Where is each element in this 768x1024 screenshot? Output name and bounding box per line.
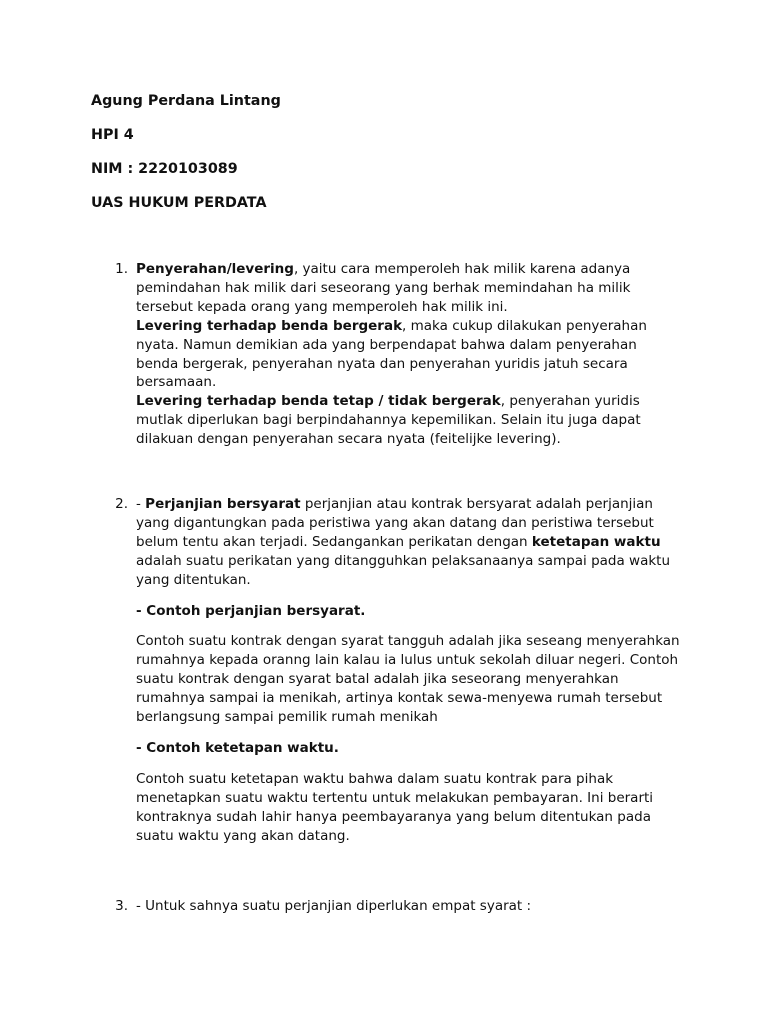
subheading (136, 602, 681, 621)
paragraph-text: adalah suatu perikatan yang ditangguhkan pelaksanaanya sampai pada waktu yang ditentukan. (136, 552, 671, 588)
paragraph (136, 260, 681, 317)
paragraph-text: , maka cukup dilakukan penyerahan nyata. Namun demikian ada yang berpendapat bahwa dalam penyerahan benda bergerak, penyerahan nyata dan penyerahan yuridis jatuh secara bersamaan. (136, 317, 647, 391)
list-number: 3. (115, 898, 128, 914)
paragraph: Contoh suatu kontrak dengan syarat tangguh adalah jika seseang menyerahkan rumahnya kepada oranng lain kalau ia lulus untuk sekolah diluar negeri. Contoh suatu kontrak dengan syarat batal adalah jika seseorang menyerahkan rumahnya sampai ia menikah, artinya kontak sewa-menyewa rumah tersebut berlangsung sampai pemilik rumah menikah (136, 633, 680, 726)
paragraph: - Untuk sahnya suatu perjanjian diperlukan empat syarat : (136, 898, 532, 914)
paragraph-text: , penyerahan yuridis mutlak diperlukan bagi berpindahannya kepemilikan. Selain itu juga dapat dilakuan dengan penyerahan secara nyata (feitelijke levering). (136, 393, 641, 448)
list-item-body (136, 260, 681, 449)
paragraph-text: , yaitu cara memperoleh hak milik karena adanya pemindahan hak milik dari seseorang yang berhak memindahan ha milik tersebut kepada orang yang memperoleh hak milik ini. (136, 261, 631, 315)
author-name: Agung Perdana Lintang (91, 93, 281, 109)
list-item-body (136, 495, 681, 846)
list-number: 1. (115, 261, 128, 277)
paragraph-text: perjanjian atau kontrak bersyarat adalah perjanjian yang digantungkan pada peristiwa yang akan datang dan peristiwa tersebut belum tentu akan terjadi. Sedangankan perikatan dengan (136, 496, 654, 550)
subheading (136, 739, 681, 758)
term-bold: Penyerahan/levering (136, 261, 294, 277)
student-id: NIM : 2220103089 (91, 161, 238, 177)
term-bold: Perjanjian bersyarat (145, 496, 301, 512)
class-label: HPI 4 (91, 127, 134, 143)
dash-prefix: - (136, 496, 146, 512)
list-item-body (136, 897, 681, 916)
exam-title: UAS HUKUM PERDATA (91, 195, 267, 211)
term-bold: ketetapan waktu (531, 533, 661, 550)
term-bold: Levering terhadap benda tetap / tidak bergerak (136, 393, 501, 410)
subheading-text: - Contoh ketetapan waktu. (136, 739, 339, 756)
paragraph (136, 317, 681, 393)
list-number: 2. (115, 496, 128, 512)
paragraph (136, 495, 681, 590)
subheading-text: - Contoh perjanjian bersyarat. (136, 602, 366, 619)
paragraph: Contoh suatu ketetapan waktu bahwa dalam suatu kontrak para pihak menetapkan suatu waktu tertentu untuk melakukan pembayaran. Ini berarti kontraknya sudah lahir hanya peembayaranya yang belum ditentukan pada suatu waktu yang akan datang. (136, 770, 654, 844)
term-bold: Levering terhadap benda bergerak (136, 317, 403, 334)
paragraph (136, 392, 681, 449)
